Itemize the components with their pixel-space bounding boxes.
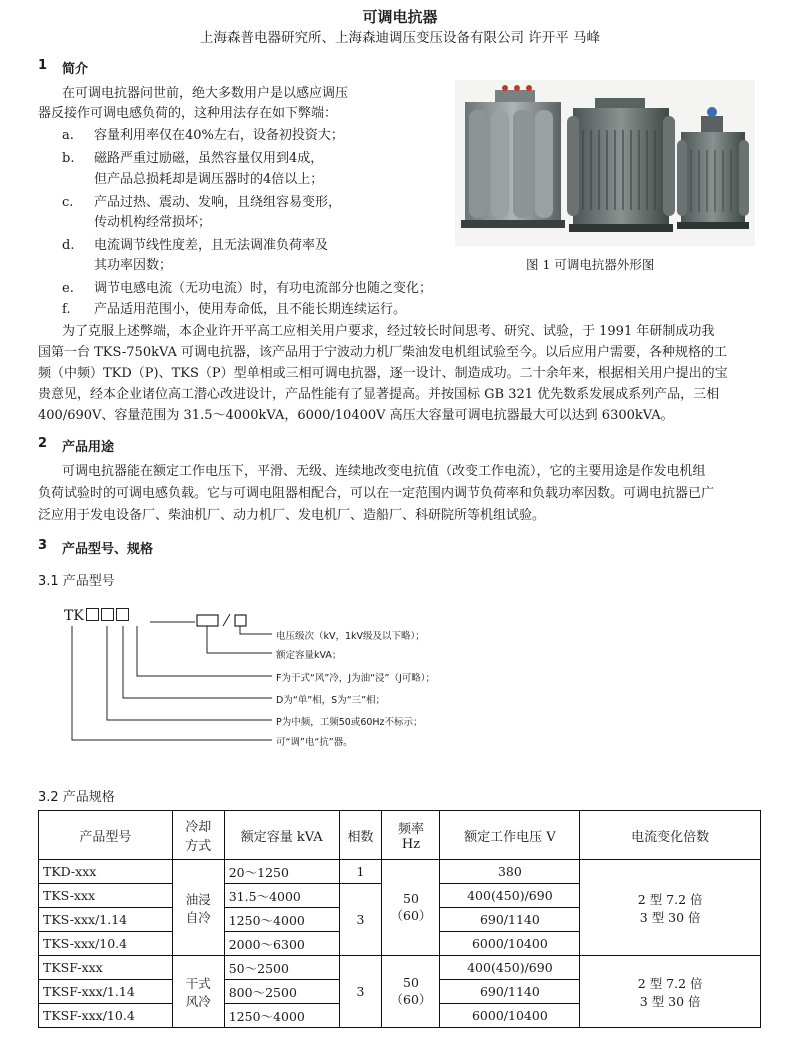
para-line: 可调电抗器能在额定工作电压下，平滑、无级、连续地改变电抗值（改变工作电流），它的主要用途是作发电机组: [62, 464, 706, 479]
cell-phase: 3: [339, 956, 382, 1028]
header-frequency: 频率 Hz: [382, 811, 440, 860]
cell-model: TKD-xxx: [39, 860, 173, 884]
legend-phase: D为“单”相，S为“三”相；: [276, 695, 386, 706]
subsection-model: 3.1 产品型号: [38, 574, 115, 589]
legend-cooling: F为干式“风”冷，J为油“浸”（J可略）；: [276, 673, 436, 684]
cell-capacity: 1250～4000: [224, 1004, 339, 1028]
para-line: 贵意见，经本企业诸位高工潜心改进设计，产品性能有了显著提高。并按国标 GB 321 优先数系发展成系列产品，三相: [38, 387, 720, 402]
para-line: 频（中频）TKD（P)、TKS（P）型单相或三相可调电抗器，逐一设计、制造成功。二十余年来，根据相关用户提出的宝: [38, 366, 728, 381]
section1-number: 1: [38, 58, 48, 73]
cell-frequency: 50 （60）: [382, 860, 440, 956]
model-legend-lines: [60, 612, 300, 752]
list-item: 但产品总损耗却是调压器时的4倍以上；: [94, 172, 324, 187]
list-marker: d.: [62, 238, 75, 253]
table-header-row: [39, 811, 761, 860]
section3-number: 3: [38, 538, 48, 553]
cell-capacity: 2000～6300: [224, 932, 339, 956]
table-row: [39, 860, 761, 884]
subsection-spec: 3.2 产品规格: [38, 790, 115, 805]
figure-caption: 图 1 可调电抗器外形图: [526, 257, 655, 272]
header-cooling: 冷却 方式: [172, 811, 224, 860]
para-line: 负荷试验时的可调电感负载。它与可调电阻器相配合，可以在一定范围内调节负荷率和负载功率因数。可调电抗器已广: [38, 486, 715, 501]
cell-cooling: 干式 风冷: [172, 956, 224, 1028]
cell-voltage: 6000/10400: [440, 932, 580, 956]
legend-product: 可“调”电“抗”器。: [276, 737, 353, 748]
document-title: 可调电抗器: [362, 8, 438, 26]
cell-model: TKSF-xxx: [39, 956, 173, 980]
cell-voltage: 690/1140: [440, 980, 580, 1004]
section1-heading: 简介: [62, 62, 89, 77]
authors-line: 上海森普电器研究所、上海森迪调压变压设备有限公司 许开平 马峰: [199, 30, 601, 46]
table-row: [39, 956, 761, 980]
para-line: 400/690V、容量范围为 31.5～4000kVA，6000/10400V 高压大容量可调电抗器最大可以达到 6300kVA。: [38, 408, 674, 423]
list-item: 调节电感电流（无功电流）时，有功电流部分也随之变化；: [94, 281, 433, 296]
legend-voltage: 电压级次（kV，1kV级及以下略）；: [276, 631, 425, 642]
cell-voltage: 6000/10400: [440, 1004, 580, 1028]
section2-heading: 产品用途: [62, 440, 115, 455]
cell-phase: 1: [339, 860, 382, 884]
list-item: 产品过热、震动、发响，且绕组容易变形，: [94, 195, 342, 210]
spec-table: [38, 810, 761, 1028]
cell-capacity: 31.5～4000: [224, 884, 339, 908]
list-marker: a.: [62, 128, 74, 143]
cell-voltage: 400(450)/690: [440, 884, 580, 908]
intro-line: 器反接作可调电感负荷的，这种用法存在如下弊端：: [38, 106, 338, 121]
para-line: 泛应用于发电设备厂、柴油机厂、动力机厂、发电机厂、造船厂、科研院所等机组试验。: [38, 508, 546, 523]
list-item: 磁路严重过励磁，虽然容量仅用到4成，: [94, 151, 324, 166]
cell-voltage: 690/1140: [440, 908, 580, 932]
header-capacity: 额定容量 kVA: [224, 811, 339, 860]
reactor-medium: [567, 98, 675, 232]
list-item: 其功率因数；: [94, 258, 173, 273]
para-line: 国第一台 TKS-750kVA 可调电抗器，该产品用于宁波动力机厂柴油发电机组试验至今。以后应用户需要，各种规格的工: [38, 345, 728, 360]
header-model: 产品型号: [39, 811, 173, 860]
cell-phase: 3: [339, 884, 382, 956]
cell-capacity: 800～2500: [224, 980, 339, 1004]
list-item: 容量利用率仅在40%左右，设备初投资大；: [94, 128, 344, 143]
header-ratio: 电流变化倍数: [580, 811, 761, 860]
cell-capacity: 50～2500: [224, 956, 339, 980]
cell-model: TKSF-xxx/10.4: [39, 1004, 173, 1028]
reactor-large: [461, 85, 565, 228]
cell-model: TKS-xxx/1.14: [39, 908, 173, 932]
cell-voltage: 400(450)/690: [440, 956, 580, 980]
list-item: 产品适用范围小，使用寿命低，且不能长期连续运行。: [94, 302, 407, 317]
cell-model: TKS-xxx/10.4: [39, 932, 173, 956]
cell-frequency: 50 （60）: [382, 956, 440, 1028]
reactor-photo: [455, 80, 755, 246]
legend-frequency: P为中频，工频50或60Hz不标示；: [276, 717, 423, 728]
legend-capacity: 额定容量kVA；: [276, 650, 342, 661]
cell-capacity: 20～1250: [224, 860, 339, 884]
list-marker: e.: [62, 281, 74, 296]
list-marker: f.: [62, 302, 71, 317]
cell-voltage: 380: [440, 860, 580, 884]
intro-line: 在可调电抗器问世前，绝大多数用户是以感应调压: [62, 86, 349, 101]
list-marker: c.: [62, 195, 74, 210]
section3-heading: 产品型号、规格: [62, 542, 154, 557]
cell-model: TKSF-xxx/1.14: [39, 980, 173, 1004]
cell-ratio: 2 型 7.2 倍 3 型 30 倍: [580, 956, 761, 1028]
para-line: 为了克服上述弊端，本企业许开平高工应相关用户要求，经过较长时间思考、研究、试验，于 1991 年研制成功我: [62, 324, 715, 339]
list-item: 传动机构经常损坏；: [94, 215, 212, 230]
cell-model: TKS-xxx: [39, 884, 173, 908]
model-prefix: TK: [64, 608, 84, 624]
cell-ratio: 2 型 7.2 倍 3 型 30 倍: [580, 860, 761, 956]
header-voltage: 额定工作电压 V: [440, 811, 580, 860]
list-item: 电流调节线性度差，且无法调准负荷率及: [94, 238, 329, 253]
header-phase: 相数: [339, 811, 382, 860]
cell-capacity: 1250～4000: [224, 908, 339, 932]
cell-cooling: 油浸 自冷: [172, 860, 224, 956]
list-marker: b.: [62, 151, 75, 166]
section2-number: 2: [38, 436, 48, 451]
